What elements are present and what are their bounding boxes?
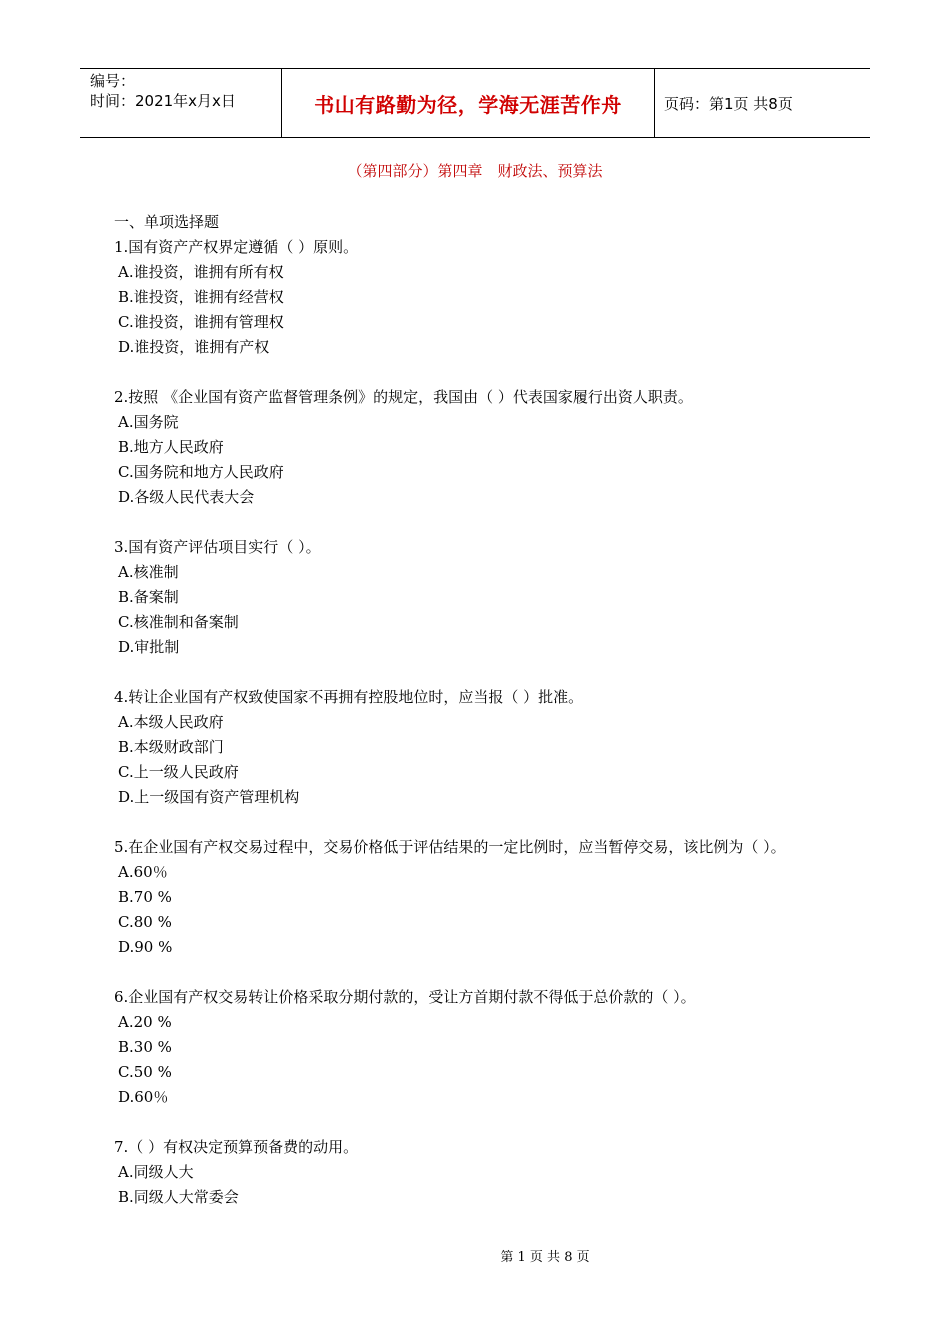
question-text: 3.国有资产评估项目实行（ ）。 bbox=[114, 538, 321, 556]
answer-option: A.国务院 bbox=[118, 413, 179, 431]
answer-option: D.60％ bbox=[118, 1088, 169, 1106]
question-item bbox=[114, 835, 844, 960]
document-body bbox=[114, 210, 844, 1235]
answer-option: C.50 % bbox=[118, 1063, 172, 1081]
answer-option: C.核准制和备案制 bbox=[118, 613, 239, 631]
question-item bbox=[114, 385, 844, 510]
question-text: 5.在企业国有产权交易过程中，交易价格低于评估结果的一定比例时，应当暂停交易，该比例为（ ）。 bbox=[114, 838, 786, 856]
question-item bbox=[114, 1135, 844, 1210]
answer-option: B.本级财政部门 bbox=[118, 738, 224, 756]
header-motto: 书山有路勤为径，学海无涯苦作舟 bbox=[282, 69, 655, 137]
question-item bbox=[114, 535, 844, 660]
answer-option: A.谁投资，谁拥有所有权 bbox=[118, 263, 284, 281]
page-footer: 第 1 页 共 8 页 bbox=[500, 1250, 590, 1265]
question-item bbox=[114, 685, 844, 810]
document-time-label: 时间：2021年x月x日 bbox=[90, 92, 236, 110]
answer-option: B.地方人民政府 bbox=[118, 438, 224, 456]
answer-option: C.国务院和地方人民政府 bbox=[118, 463, 284, 481]
answer-option: D.审批制 bbox=[118, 638, 180, 656]
answer-option: A.同级人大 bbox=[118, 1163, 194, 1181]
question-item bbox=[114, 985, 844, 1110]
answer-option: B.70 % bbox=[118, 888, 172, 906]
answer-option: C.上一级人民政府 bbox=[118, 763, 239, 781]
answer-option: D.各级人民代表大会 bbox=[118, 488, 255, 506]
answer-option: C.谁投资，谁拥有管理权 bbox=[118, 313, 284, 331]
answer-option: B.同级人大常委会 bbox=[118, 1188, 239, 1206]
answer-option: A.本级人民政府 bbox=[118, 713, 224, 731]
question-text: 7.（ ）有权决定预算预备费的动用。 bbox=[114, 1138, 359, 1156]
question-text: 6.企业国有产权交易转让价格采取分期付款的，受让方首期付款不得低于总价款的（ ）。 bbox=[114, 988, 696, 1006]
header-page-info: 页码：第1页 共8页 bbox=[664, 94, 793, 113]
question-text: 4.转让企业国有产权致使国家不再拥有控股地位时，应当报（ ）批准。 bbox=[114, 688, 584, 706]
answer-option: A.60％ bbox=[118, 863, 168, 881]
question-text: 2.按照 《企业国有资产监督管理条例》的规定，我国由（ ）代表国家履行出资人职责。 bbox=[114, 388, 693, 406]
chapter-title: （第四部分）第四章 财政法、预算法 bbox=[347, 162, 603, 180]
answer-option: D.谁投资，谁拥有产权 bbox=[118, 338, 270, 356]
answer-option: D.上一级国有资产管理机构 bbox=[118, 788, 300, 806]
answer-option: A.20 % bbox=[118, 1013, 172, 1031]
answer-option: B.谁投资，谁拥有经营权 bbox=[118, 288, 284, 306]
question-list bbox=[114, 235, 844, 1210]
document-number-label: 编号： bbox=[90, 72, 136, 90]
answer-option: B.30 % bbox=[118, 1038, 172, 1056]
answer-option: A.核准制 bbox=[118, 563, 179, 581]
answer-option: B.备案制 bbox=[118, 588, 179, 606]
document-header bbox=[80, 68, 870, 138]
section-title: 一、单项选择题 bbox=[114, 213, 220, 231]
answer-option: C.80 % bbox=[118, 913, 172, 931]
header-meta bbox=[80, 69, 282, 137]
question-text: 1.国有资产产权界定遵循（ ）原则。 bbox=[114, 238, 359, 256]
question-item bbox=[114, 235, 844, 360]
answer-option: D.90 % bbox=[118, 938, 173, 956]
